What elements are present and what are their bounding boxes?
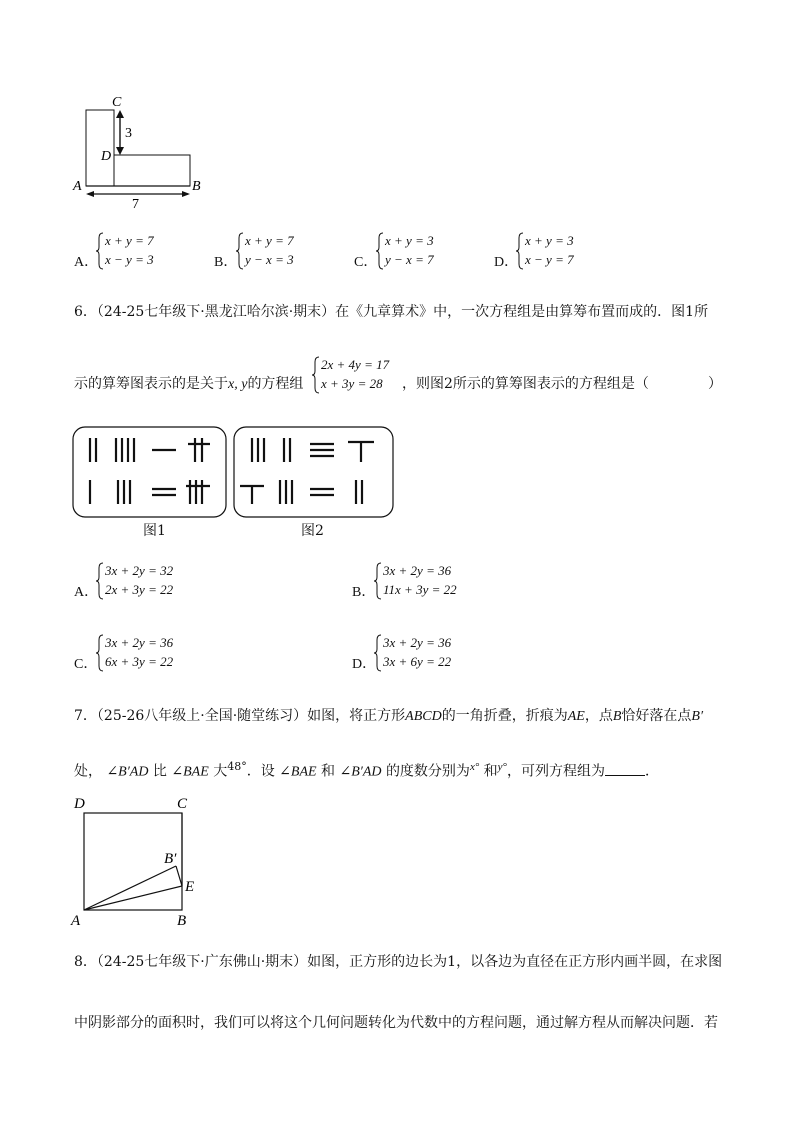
equation-1: 3x + 2y = 32 [105,563,174,578]
equation-2: x − y = 7 [525,252,574,267]
label-b: B [192,179,201,194]
q7-text: 处， [74,763,102,780]
tall-rectangle [86,110,114,186]
q7-text: 的度数分别为 [385,763,470,780]
equation-2: y − x = 7 [385,252,434,267]
q7-text: 的一角折叠，折痕为 [441,708,568,724]
q7-text: ，点 [584,708,613,724]
label-a: A [71,913,81,928]
brace-icon [516,232,524,270]
label-a: A [73,179,82,194]
equation-1: x + y = 3 [525,233,574,248]
equation-1: x + y = 7 [105,233,154,248]
segment-bprime-e [176,866,182,886]
option-letter: C． [354,255,378,270]
q6-answer-paren: ） [708,376,722,392]
equation-1: 2x + 4y = 17 [321,357,390,372]
equation-1: 3x + 2y = 36 [383,635,452,650]
equation-1: x + y = 7 [245,233,294,248]
equation-2: y − x = 3 [245,252,294,267]
q7-point-b: B [612,709,622,724]
q7-y-degrees: y° [497,761,507,773]
q7-angle-bae: ∠BAE [171,764,209,780]
option-letter: D． [494,255,519,270]
equation-2: 2x + 3y = 22 [105,582,174,597]
brace-icon [96,634,104,672]
q7-text: 和 [483,763,498,780]
q6-line-2-tail: ，则图2所示的算筹图表示的方程组是（ [402,376,649,392]
question-5-figure [68,92,218,210]
q6-line-2 [74,374,303,395]
brace-icon [96,562,104,600]
label-7: 7 [132,197,139,210]
option-letter: C． [74,657,98,672]
label-3: 3 [125,126,132,141]
option-letter: D． [352,657,377,672]
q7-answer-blank[interactable] [605,761,645,776]
counting-rods-figures [70,424,396,520]
q6-line-1: 6．（24-25七年级下·黑龙江哈尔滨·期末）在《九章算术》中，一次方程组是由算筹布置而成的．图1所 [74,304,709,320]
segment-ab-prime [84,866,176,910]
brace-icon [374,634,382,672]
q7-x-degrees: x° [469,761,480,773]
q7-angle-bae-2: ∠BAE [279,764,317,780]
label-c: C [112,95,122,110]
option-letter: A． [74,255,99,270]
q6-vars: x, y [228,377,248,392]
q7-line-1 [74,706,703,727]
q7-48-degrees: 48° [227,760,247,773]
equation-2: 6x + 3y = 22 [105,654,174,669]
crease-ae [84,886,182,910]
q7-text: ，可列方程组为 [506,763,605,780]
q6-text-a: 示的算筹图表示的是关于 [74,376,228,392]
q7-text: 比 [152,763,167,780]
equation-2: 3x + 6y = 22 [383,654,452,669]
equation-1: 3x + 2y = 36 [383,563,452,578]
q7-line-2 [74,757,659,783]
label-c: C [177,796,188,812]
q7-text: ． [644,763,659,780]
q7-angle-bprime-ad-2: ∠B′AD [339,764,382,780]
q7-point-bprime: B′ [691,709,704,724]
figure-2-rods [234,427,393,517]
brace-icon [376,232,384,270]
arrow-head-up [116,110,124,118]
figure-1-rods [73,427,226,517]
figure-2-caption: 图2 [301,523,324,539]
equation-2: x + 3y = 28 [321,376,383,391]
arrow-head-down [116,147,124,155]
label-e: E [185,879,195,895]
q7-square-name: ABCD [405,709,442,724]
q7-text: 大 [213,763,228,780]
figure-1-caption: 图1 [143,523,166,539]
arrow-head-left [86,191,94,197]
brace-icon [236,232,244,270]
brace-icon [312,356,320,394]
equation-2: 11x + 3y = 22 [383,582,457,597]
q8-line-1: 8．（24-25七年级下·广东佛山·期末）如图，正方形的边长为1，以各边为直径在正方形内画半圆，在求图 [74,954,723,970]
q7-text: ．设 [246,763,275,780]
option-letter: B． [214,255,238,270]
wide-rectangle [114,155,190,186]
q7-angle-bprime-ad: ∠B′AD [106,764,149,780]
brace-icon [96,232,104,270]
q7-text: 和 [321,763,336,780]
q8-line-2: 中阴影部分的面积时，我们可以将这个几何问题转化为代数中的方程问题，通过解方程从而解决问题．若 [74,1015,718,1031]
question-7-figure [68,792,208,928]
label-b: B [177,913,187,928]
option-letter: B． [352,585,376,600]
label-d: D [101,149,112,164]
q7-crease-name: AE [567,709,585,724]
arrow-head-right [182,191,190,197]
option-letter: A． [74,585,99,600]
label-b-prime: B′ [164,851,177,867]
equation-1: x + y = 3 [385,233,434,248]
label-d: D [74,796,85,812]
q7-text: 7．（25-26八年级上·全国·随堂练习）如图，将正方形 [74,708,406,724]
q6-text-b: 的方程组 [247,376,304,392]
equation-2: x − y = 3 [105,252,154,267]
brace-icon [374,562,382,600]
q7-text: 恰好落在点 [621,708,692,724]
equation-1: 3x + 2y = 36 [105,635,174,650]
